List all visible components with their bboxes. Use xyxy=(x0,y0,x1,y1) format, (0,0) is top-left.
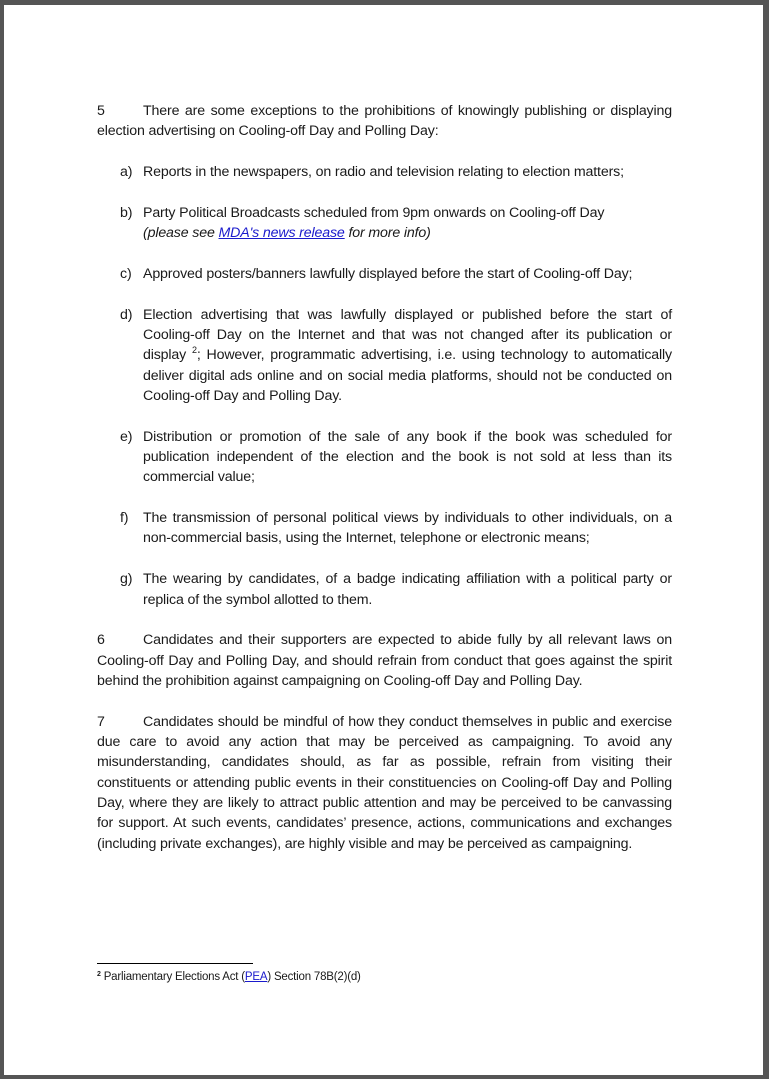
list-item-text: Reports in the newspapers, on radio and television relating to election matters; xyxy=(143,164,624,181)
document-page xyxy=(4,5,763,1075)
list-item-text: The wearing by candidates, of a badge indicating affiliation with a political party or replica of the symbol allotted to them. xyxy=(143,571,672,608)
list-letter: d) xyxy=(120,306,133,323)
exception-item-c xyxy=(97,264,672,284)
list-item-text: The transmission of personal political views by individuals to other individuals, on a non-commercial basis, using the Internet, telephone or electronic means; xyxy=(143,510,672,547)
document-body xyxy=(97,101,672,874)
exception-item-a xyxy=(97,162,672,182)
exceptions-list xyxy=(97,162,672,610)
list-letter: e) xyxy=(120,428,133,445)
exception-item-f xyxy=(97,508,672,549)
list-item-text: Approved posters/banners lawfully displayed before the start of Cooling-off Day; xyxy=(143,265,633,282)
paragraph-number: 6 xyxy=(97,632,105,649)
paragraph-number: 7 xyxy=(97,713,105,730)
footnote-text: Parliamentary Elections Act ( xyxy=(100,971,245,983)
footnote-2 xyxy=(97,969,361,985)
list-item-text: Election advertising that was lawfully displayed or published before the start of Cooling-off Day on the Internet and that was not changed after its publication or display xyxy=(143,306,672,364)
list-item-text: Distribution or promotion of the sale of any book if the book was scheduled for publication independent of the election and the book is not sold at less than its commercial value; xyxy=(143,428,672,486)
exception-item-d xyxy=(97,305,672,406)
more-info-note xyxy=(143,225,431,241)
pea-link[interactable]: PEA xyxy=(244,971,268,983)
exception-item-e xyxy=(97,427,672,488)
list-letter: f) xyxy=(120,510,129,527)
paragraph-text: Candidates and their supporters are expected to abide fully by all relevant laws on Cooling-off Day and Polling Day, and should refrain from conduct that goes against the spirit behind the prohibition against campaigning on Cooling-off Day and Polling Day. xyxy=(97,632,672,689)
paragraph-number: 5 xyxy=(97,103,105,119)
list-item-text-continued: ; However, programmatic advertising, i.e. using technology to automatically deliver digital ads online and on social media platforms, should not be conducted on Cooling-off Day and Polling Day. xyxy=(143,347,672,404)
paragraph-7 xyxy=(97,712,672,854)
paragraph-text: There are some exceptions to the prohibitions of knowingly publishing or displaying election advertising on Cooling-off Day and Polling Day: xyxy=(97,103,672,140)
mda-news-release-link[interactable]: MDA's news release xyxy=(218,225,345,242)
list-item-text: Party Political Broadcasts scheduled from 9pm onwards on Cooling-off Day xyxy=(143,204,605,221)
footnote-text-continued: ) Section 78B(2)(d) xyxy=(267,971,361,983)
note-prefix: (please see xyxy=(143,225,219,242)
list-letter: c) xyxy=(120,265,132,282)
note-suffix: for more info) xyxy=(344,225,431,242)
footnote-marker: 2 xyxy=(97,971,101,978)
list-letter: g) xyxy=(120,571,133,588)
footnote-reference[interactable]: 2 xyxy=(191,345,197,356)
list-letter: b) xyxy=(120,204,133,221)
paragraph-6 xyxy=(97,630,672,691)
exception-item-b xyxy=(97,203,672,244)
footnote-separator xyxy=(97,963,253,964)
paragraph-5 xyxy=(97,101,672,142)
list-letter: a) xyxy=(120,164,133,181)
paragraph-text: Candidates should be mindful of how they conduct themselves in public and exercise due care to avoid any action that may be perceived as campaigning. To avoid any misunderstanding, candidates should, as far as possible, refrain from visiting their constituents or attending public events in their constituencies on Cooling-off Day and Polling Day, where they are likely to attract public attention and may be perceived to be canvassing for support. At such events, candidates’ presence, actions, communications and exchanges (including private exchanges), are highly visible and may be perceived as campaigning. xyxy=(97,713,672,852)
exception-item-g xyxy=(97,569,672,610)
